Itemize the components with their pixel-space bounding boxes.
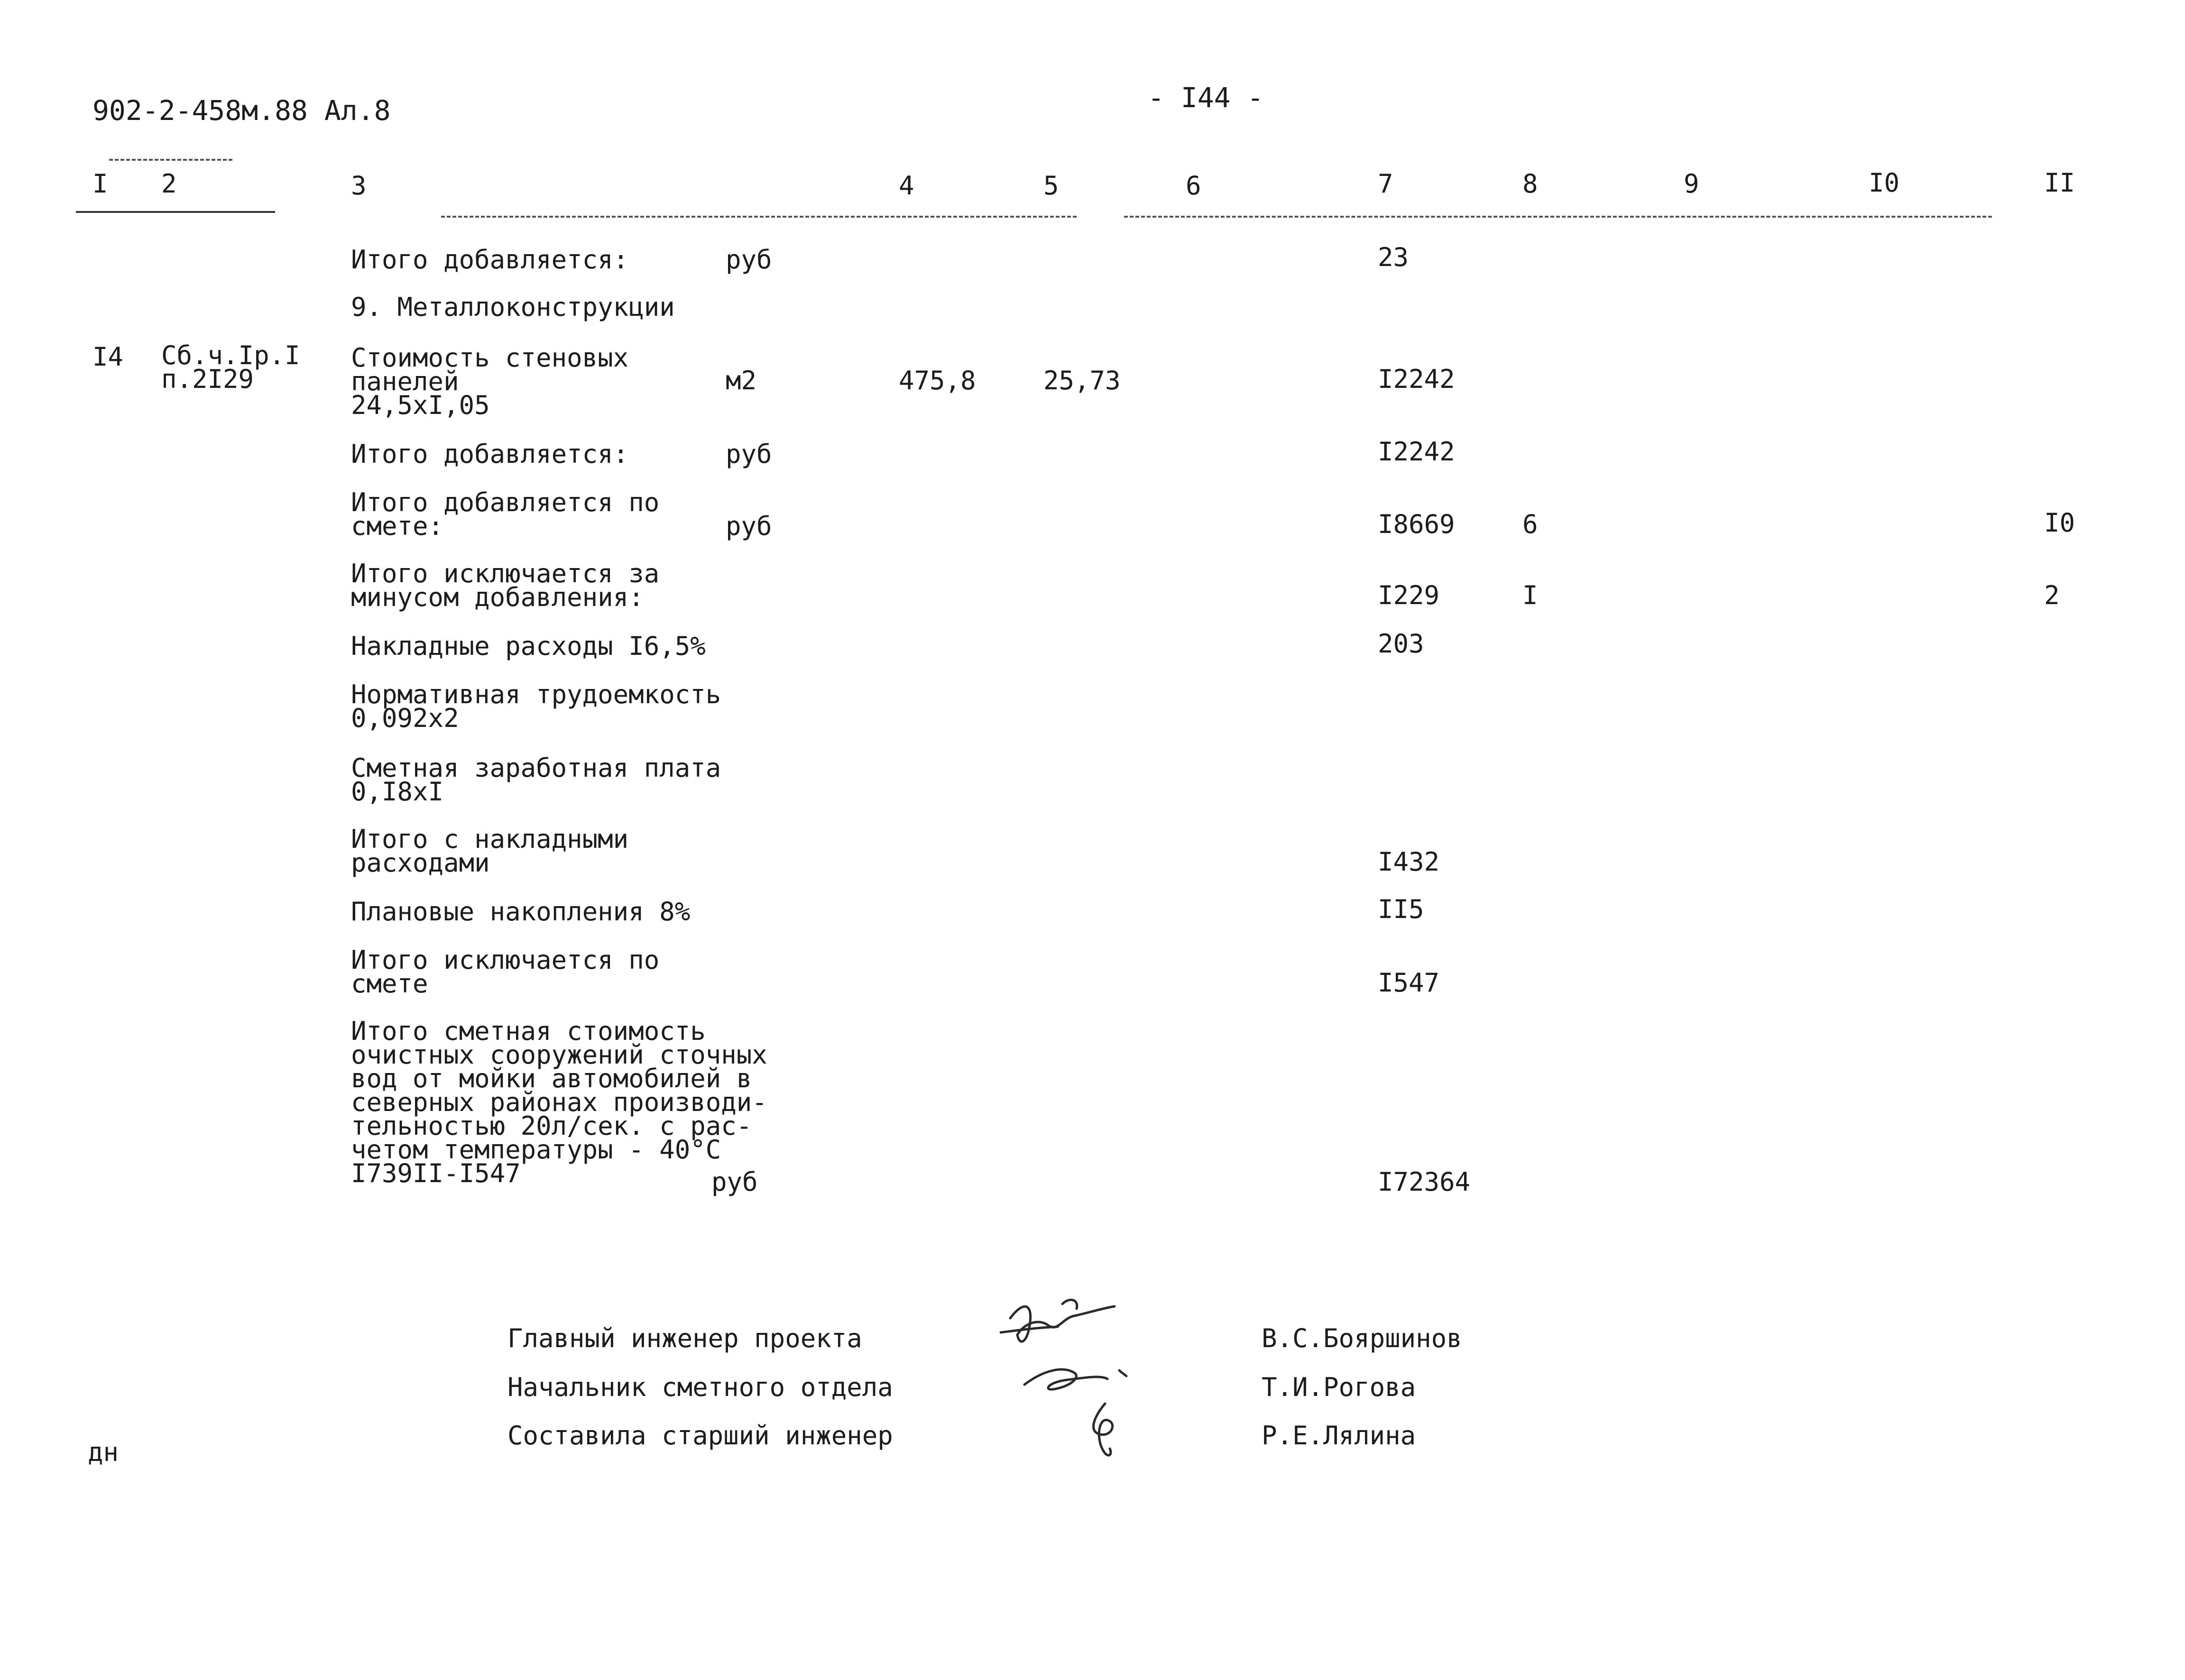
col-header-5: 5 [1043,171,1059,201]
row1-name: Итого добавляется: [351,245,629,275]
row3-col4: 475,8 [899,366,976,395]
col-header-9: 9 [1684,169,1699,199]
signature-name-2: Т.И.Рогова [1262,1372,1416,1402]
row13-unit: руб [711,1167,758,1197]
col-header-11: II [2044,168,2075,198]
row3-name: Стоимость стеновых панелей 24,5хI,05 [351,343,629,420]
row10-col7: I432 [1378,847,1440,877]
footer-mark: дн [88,1437,119,1467]
row11-col7: II5 [1378,894,1424,924]
col-header-1: I [92,169,108,199]
signature-role-2: Начальник сметного отдела [507,1372,893,1402]
row13-col7: I72364 [1378,1167,1471,1197]
row5-col7: I8669 [1378,509,1455,539]
col-header-7: 7 [1378,169,1393,199]
row3-unit: м2 [726,366,757,395]
row8-name: Нормативная трудоемкость 0,092х2 [351,679,721,733]
row3-number: I4 [92,342,124,372]
row12-name: Итого исключается по смете [351,945,660,999]
col-header-3: 3 [351,171,367,201]
col-header-4: 4 [899,171,914,201]
row5-unit: руб [726,511,772,541]
header-rule-mid [441,216,1077,218]
row10-name: Итого с накладными расходами [351,824,629,878]
signature-role-1: Главный инженер проекта [507,1323,862,1353]
signature-name-3: Р.Е.Лялина [1262,1421,1416,1450]
row11-name: Плановые накопления 8% [351,897,691,927]
row1-col7: 23 [1378,242,1409,272]
signature-name-1: В.С.Бояршинов [1262,1323,1462,1353]
row7-col7: 203 [1378,629,1424,659]
col-header-8: 8 [1522,169,1538,199]
row7-name: Накладные расходы I6,5% [351,631,706,661]
row5-col8: 6 [1522,509,1538,539]
row5-col11: I0 [2044,508,2075,538]
row9-name: Сметная заработная плата 0,I8хI [351,753,721,807]
row6-col8: I [1522,580,1538,610]
signature-role-3: Составила старший инженер [507,1421,893,1450]
row3-col7: I2242 [1378,364,1455,394]
col-header-2: 2 [161,169,177,199]
row6-col11: 2 [2044,580,2060,610]
document-code: 902-2-458м.88 Ал.8 [92,94,391,127]
header-rule-right [1124,216,1992,218]
row4-name: Итого добавляется: [351,439,629,469]
page-number: - I44 - [1148,82,1264,114]
row12-col7: I547 [1378,968,1440,998]
row6-col7: I229 [1378,580,1440,610]
col-header-10: I0 [1869,168,1900,198]
row4-col7: I2242 [1378,437,1455,467]
col-header-6: 6 [1186,171,1201,201]
header-rule-left [76,211,275,213]
top-rule [109,159,232,161]
row4-unit: руб [726,439,772,469]
handwritten-signatures [991,1290,1205,1470]
row3-col5: 25,73 [1043,366,1121,395]
row5-name: Итого добавляется по смете: [351,487,660,541]
row3-reference: Сб.ч.Iр.I п.2I29 [161,340,300,394]
row13-name: Итого сметная стоимость очистных сооружений сточных вод от мойки автомобилей в северных районах производи- тельностью 20л/сек. с рас- четом температуры - 40°С I739II-I547 [351,1016,767,1188]
row2-section-title: 9. Металлоконструкции [351,292,675,322]
row1-unit: руб [726,245,772,275]
row6-name: Итого исключается за минусом добавления: [351,559,660,612]
